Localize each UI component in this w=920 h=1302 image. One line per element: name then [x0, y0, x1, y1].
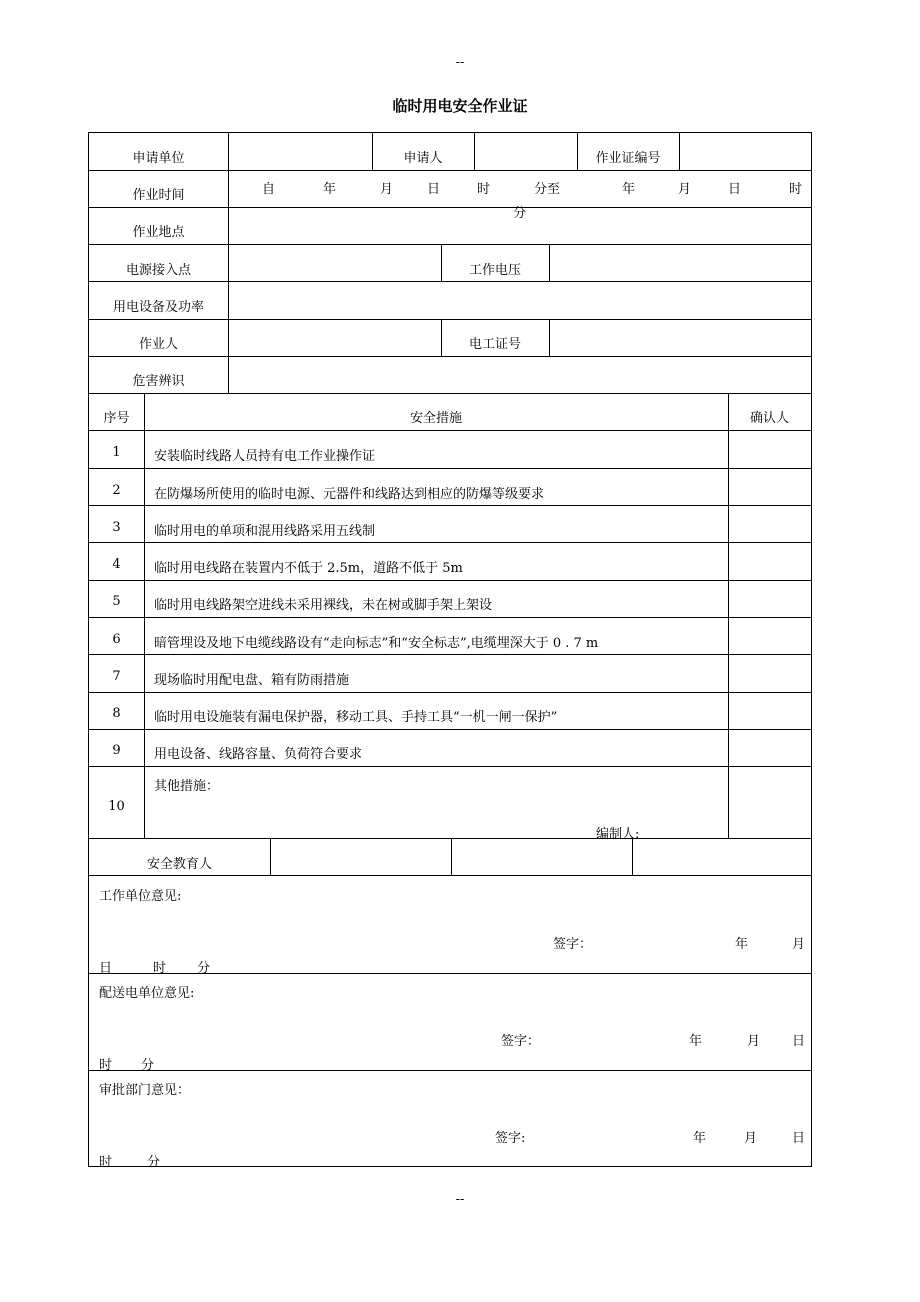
hazard-label: 危害辨识 — [132, 374, 185, 389]
measure-text: 暗管埋设及地下电缆线路设有“走向标志”和“安全标志”,电缆埋深大于 0 . 7 m — [154, 636, 599, 651]
measure-no: 7 — [112, 669, 121, 684]
permit-form — [88, 132, 812, 1170]
measure-text: 临时用电的单项和混用线路采用五线制 — [154, 524, 376, 539]
end-minute-label: 分 — [513, 206, 527, 221]
applicant-label: 申请人 — [403, 151, 443, 166]
electrician-cert-label: 电工证号 — [468, 337, 521, 352]
equipment-label: 用电设备及功率 — [112, 300, 204, 315]
measure-text: 临时用电线路架空进线未采用裸线，未在树或脚手架上架设 — [154, 598, 493, 613]
measure-text: 临时用电线路在装置内不低于 2.5m，道路不低于 5m — [154, 561, 463, 576]
end-year-label: 年 — [622, 182, 636, 197]
power-unit-month: 月 — [747, 1034, 761, 1049]
safety-educator-label: 安全教育人 — [146, 857, 212, 872]
power-unit-hour: 时 — [99, 1058, 113, 1073]
start-month-label: 月 — [380, 182, 394, 197]
power-unit-year: 年 — [689, 1034, 703, 1049]
col-measure-header: 安全措施 — [409, 411, 462, 426]
power-point-label: 电源接入点 — [125, 263, 191, 278]
start-year-label: 年 — [323, 182, 337, 197]
power-unit-sign-label: 签字： — [501, 1034, 541, 1049]
power-unit-day: 日 — [792, 1034, 806, 1049]
work-time-label: 作业时间 — [132, 188, 185, 203]
other-measures-label: 其他措施： — [154, 779, 220, 794]
measure-no: 10 — [108, 799, 125, 814]
end-month-label: 月 — [678, 182, 692, 197]
col-confirm-header: 确认人 — [749, 411, 789, 426]
measure-text: 在防爆场所使用的临时电源、元器件和线路达到相应的防爆等级要求 — [154, 487, 545, 502]
time-from: 自 — [262, 182, 276, 197]
page-title: 临时用电安全作业证 — [392, 97, 528, 115]
measure-text: 现场临时用配电盘、箱有防雨措施 — [154, 673, 350, 688]
approval-opinion-label: 审批部门意见： — [99, 1083, 191, 1098]
measure-no: 2 — [112, 483, 121, 498]
work-unit-minute: 分 — [197, 961, 211, 976]
work-unit-opinion-label: 工作单位意见: — [99, 889, 182, 904]
start-day-label: 日 — [427, 182, 441, 197]
start-hour-label: 时 — [477, 182, 491, 197]
compiler-label: 编制人: — [596, 827, 640, 842]
work-unit-month: 月 — [792, 937, 806, 952]
footer-mark: -- — [455, 1192, 465, 1207]
applicant-unit-label: 申请单位 — [132, 151, 185, 166]
measure-no: 5 — [112, 594, 121, 609]
col-no-header: 序号 — [103, 411, 130, 426]
permit-no-label: 作业证编号 — [595, 151, 661, 166]
approval-day: 日 — [792, 1131, 806, 1146]
worker-label: 作业人 — [138, 337, 178, 352]
measure-text: 用电设备、线路容量、负荷符合要求 — [154, 747, 363, 762]
end-day-label: 日 — [728, 182, 742, 197]
work-unit-hour: 时 — [153, 961, 167, 976]
approval-hour: 时 — [99, 1155, 113, 1170]
measure-text: 安装临时线路人员持有电工作业操作证 — [154, 449, 376, 464]
work-unit-year: 年 — [735, 937, 749, 952]
work-unit-sign-label: 签字： — [553, 937, 593, 952]
power-unit-minute: 分 — [141, 1058, 155, 1073]
measure-text: 临时用电设施装有漏电保护器，移动工具、手持工具“一机一闸一保护” — [154, 710, 558, 725]
measure-no: 3 — [112, 520, 121, 535]
header-mark: -- — [455, 55, 465, 70]
approval-minute: 分 — [147, 1155, 161, 1170]
power-unit-opinion-label: 配送电单位意见: — [99, 986, 195, 1001]
measure-no: 4 — [112, 557, 121, 572]
approval-year: 年 — [693, 1131, 707, 1146]
voltage-label: 工作电压 — [468, 263, 521, 278]
end-hour-label: 时 — [789, 182, 803, 197]
work-unit-day: 日 — [99, 961, 113, 976]
measure-no: 6 — [112, 632, 121, 647]
measure-no: 8 — [112, 706, 121, 721]
location-label: 作业地点 — [132, 225, 185, 240]
approval-month: 月 — [744, 1131, 758, 1146]
measure-no: 1 — [112, 445, 121, 460]
minute-to-label: 分至 — [534, 182, 561, 197]
measure-no: 9 — [112, 743, 121, 758]
approval-sign-label: 签字: — [495, 1131, 526, 1146]
